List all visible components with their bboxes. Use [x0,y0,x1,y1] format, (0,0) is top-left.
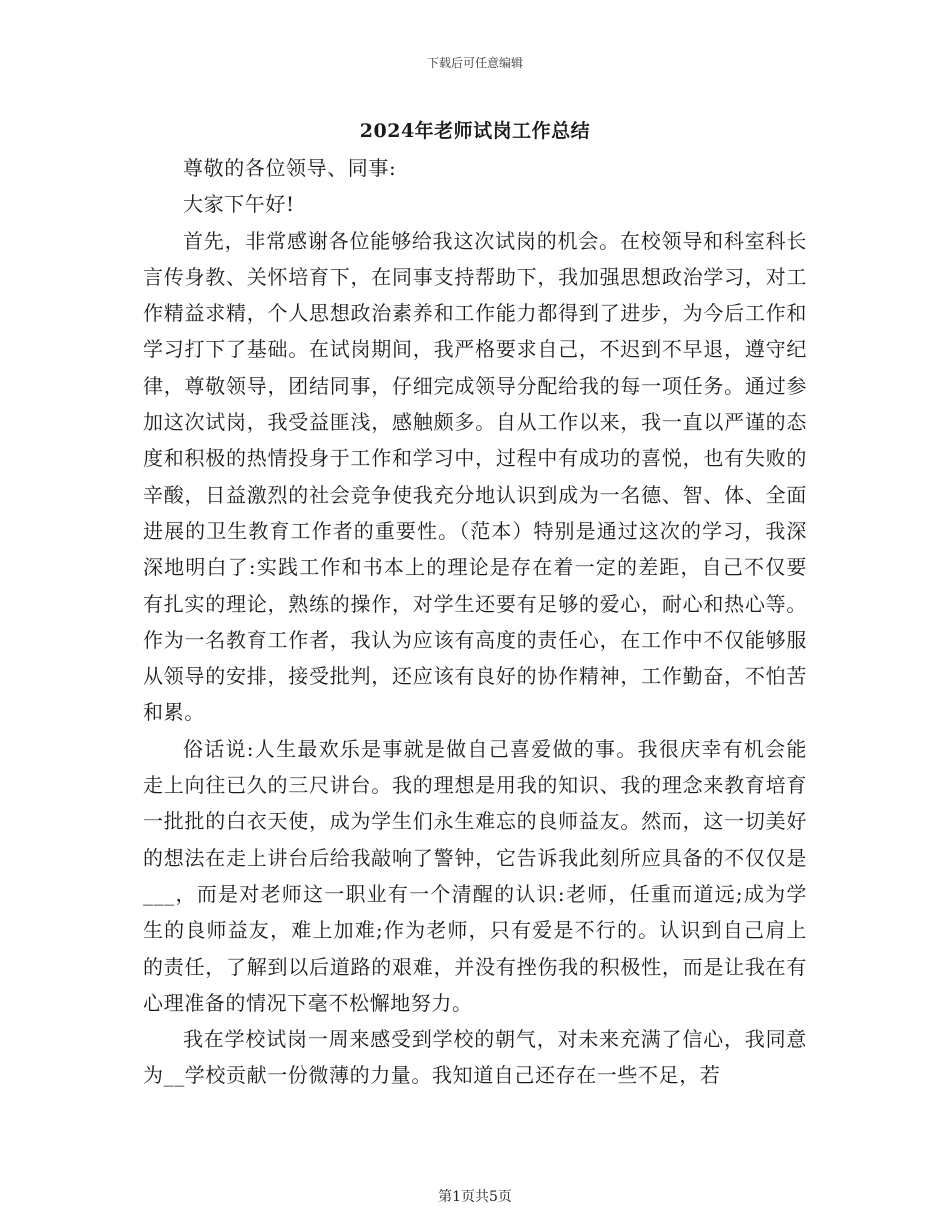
paragraph-2: 俗话说:人生最欢乐是事就是做自己喜爱做的事。我很庆幸有机会能走上向往已久的三尺讲台。我的理想是用我的知识、我的理念来教育培育一批批的白衣天使，成为学生们永生难忘的良师益友。然而，这一切美好的想法在走上讲台后给我敲响了警钟，它告诉我此刻所应具备的不仅仅是___，而是对老师这一职业有一个清醒的认识:老师，任重而道远;成为学生的良师益友，难上加难;作为老师，只有爱是不行的。认识到自己肩上的责任，了解到以后道路的艰难，并没有挫伤我的积极性，而是让我在有心理准备的情况下毫不松懈地努力。 [143,736,807,1015]
document-title: 2024年老师试岗工作总结 [359,120,591,142]
greeting: 大家下午好! [183,192,295,217]
document-body [143,150,807,1094]
paragraph-1: 首先，非常感谢各位能够给我这次试岗的机会。在校领导和科室科长言传身教、关怀培育下，在同事支持帮助下，我加强思想政治学习，对工作精益求精，个人思想政治素养和工作能力都得到了进步，为今后工作和学习打下了基础。在试岗期间，我严格要求自己，不迟到不早退，遵守纪律，尊敬领导，团结同事，仔细完成领导分配给我的每一项任务。通过参加这次试岗，我受益匪浅，感触颇多。自从工作以来，我一直以严谨的态度和积极的热情投身于工作和学习中，过程中有成功的喜悦，也有失败的辛酸，日益激烈的社会竞争使我充分地认识到成为一名德、智、体、全面进展的卫生教育工作者的重要性。（范本）特别是通过这次的学习，我深深地明白了:实践工作和书本上的理论是存在着一定的差距，自己不仅要有扎实的理论，熟练的操作，对学生还要有足够的爱心，耐心和热心等。作为一名教育工作者，我认为应该有高度的责任心，在工作中不仅能够服从领导的安排，接受批判，还应该有良好的协作精神，工作勤奋，不怕苦和累。 [143,228,807,725]
header-note: 下载后可任意编辑 [426,56,523,70]
paragraph-3: 我在学校试岗一周来感受到学校的朝气，对未来充满了信心，我同意为__学校贡献一份微薄的力量。我知道自己还存在一些不足，若 [143,1027,807,1088]
salutation: 尊敬的各位领导、同事: [183,156,397,180]
page-number: 第1页共5页 [438,1189,512,1205]
